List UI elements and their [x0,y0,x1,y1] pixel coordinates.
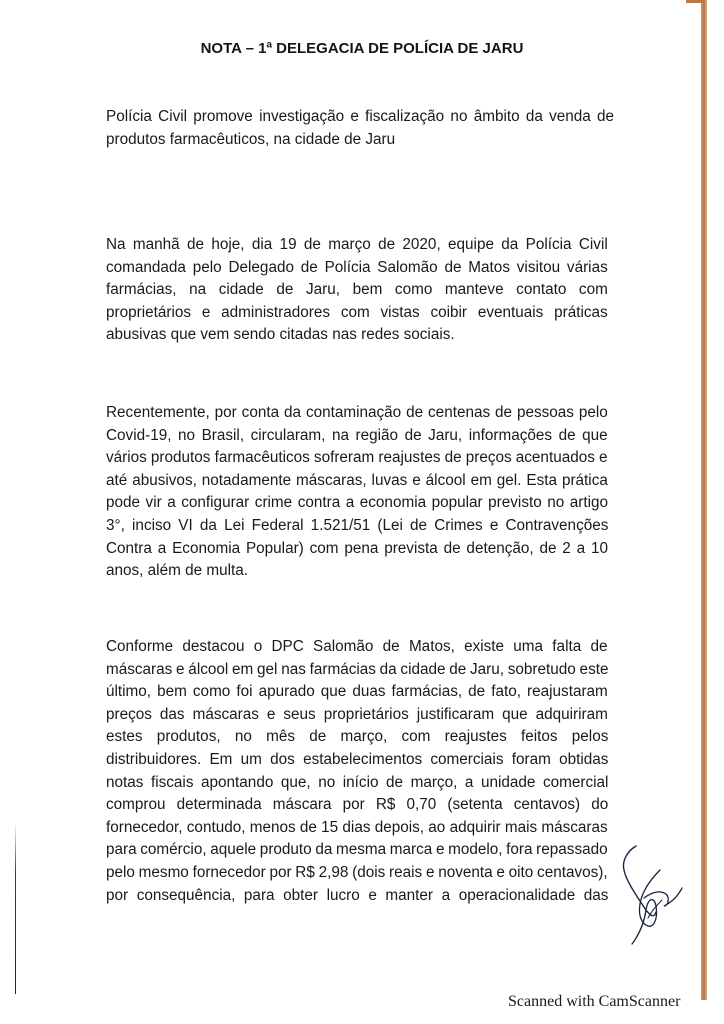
paragraph-line: 3°, inciso VI da Lei Federal 1.521/51 (Lei de Crimes e Contravenções [106,516,608,534]
paragraph-line: anos, além de multa. [106,562,248,580]
paragraph-line: Recentemente, por conta da contaminação de centenas de pessoas pelo [106,404,608,421]
paragraph-line: último, bem como foi apurado que duas farmácias, de fato, reajustaram [106,683,608,701]
paragraph-line: preços das máscaras e seus proprietários justificaram que adquiriram [106,705,608,723]
camscanner-watermark: Scanned with CamScanner [508,993,681,1010]
paragraph-line: vários produtos farmacêuticos sofreram reajustes de preços acentuados e [106,449,608,467]
paragraph-line: fornecedor, contudo, menos de 15 dias depois, ao adquirir mais máscaras [106,818,608,836]
paragraph-line: distribuidores. Em um dos estabelecimentos comerciais foram obtidas [106,750,608,768]
paragraph-line: comandada pelo Delegado de Polícia Salomão de Matos visitou várias [106,258,608,276]
paragraph-line: farmácias, na cidade de Jaru, bem como manteve contato com [106,281,608,299]
paragraph-line: proprietários e administradores com vistas coibir eventuais práticas [106,303,608,321]
paragraph-line: para comércio, aquele produto da mesma marca e modelo, fora repassado [106,841,608,859]
page-edge-corner [686,0,704,3]
paragraph-3 [106,636,608,907]
paragraph-line: Na manhã de hoje, dia 19 de março de 2020, equipe da Polícia Civil [106,236,608,253]
document-subtitle [106,106,614,151]
paragraph-line: abusivas que vem sendo citadas nas redes sociais. [106,326,455,344]
paragraph-line: notas fiscais apontando que, no início de março, a unidade comercial [106,773,608,791]
paragraph-line: máscaras e álcool em gel nas farmácias da cidade de Jaru, sobretudo este [106,660,608,678]
page-edge-shadow [701,0,707,1000]
paragraph-line: pode vir a configurar crime contra a economia popular previsto no artigo [106,494,608,512]
paragraph-line: Contra a Economia Popular) com pena prevista de detenção, de 2 a 10 [106,539,608,557]
scan-artifact-line [15,822,16,994]
paragraph-1 [106,234,608,347]
paragraph-line: Covid-19, no Brasil, circularam, na região de Jaru, informações de que [106,426,608,444]
handwritten-signature [612,840,692,950]
paragraph-line: Conforme destacou o DPC Salomão de Matos, existe uma falta de [106,638,608,655]
paragraph-line: até abusivos, notadamente máscaras, luvas e álcool em gel. Esta prática [106,471,608,489]
paragraph-line: estes produtos, no mês de março, com reajustes feitos pelos [106,728,608,746]
paragraph-line: por consequência, para obter lucro e manter a operacionalidade das [106,886,608,904]
paragraph-line: comprou determinada máscara por R$ 0,70 (setenta centavos) do [106,796,608,814]
document-title: NOTA – 1ª DELEGACIA DE POLÍCIA DE JARU [200,40,524,57]
paragraph-line: pelo mesmo fornecedor por R$ 2,98 (dois reais e noventa e oito centavos), [106,863,608,881]
subtitle-line: Polícia Civil promove investigação e fiscalização no âmbito da venda de [106,108,614,125]
subtitle-line: produtos farmacêuticos, na cidade de Jaru [106,130,396,148]
paragraph-2 [106,402,608,583]
